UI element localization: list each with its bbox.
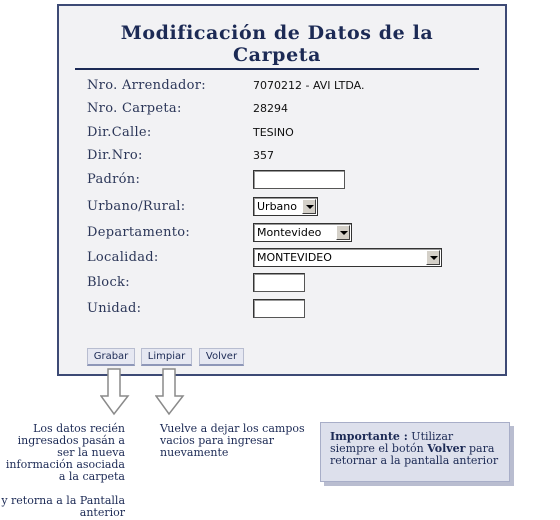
volver-button[interactable]: Volver: [199, 348, 244, 366]
grabar-note-text: Los datos recién ingresados pasán a ser la nueva información asociada a la carpeta: [5, 422, 125, 483]
value-arrendador: 7070212 - AVI LTDA.: [253, 79, 365, 92]
importante-text-pre: Utilizar siempre el botón: [330, 430, 454, 455]
label-nro: Dir.Nro:: [87, 148, 143, 163]
label-arrendador: Nro. Arrendador:: [87, 78, 206, 93]
limpiar-note: Vuelve a dejar los campos vacios para ingresar nuevamente: [160, 422, 305, 459]
label-calle: Dir.Calle:: [87, 125, 152, 140]
block-input[interactable]: [253, 273, 305, 292]
grabar-note-return: y retorna a la Pantalla anterior: [1, 494, 125, 519]
importante-label: Importante :: [330, 430, 408, 443]
importante-note: [320, 422, 510, 482]
departamento-select[interactable]: [253, 223, 352, 242]
form-panel: [57, 4, 507, 376]
label-urbano: Urbano/Rural:: [87, 199, 186, 214]
label-block: Block:: [87, 275, 130, 290]
label-padron: Padrón:: [87, 172, 141, 187]
importante-volver: Volver: [427, 442, 466, 455]
chevron-down-icon[interactable]: [426, 250, 440, 265]
chevron-down-icon[interactable]: [336, 225, 350, 240]
departamento-selected: Montevideo: [257, 226, 322, 239]
label-departamento: Departamento:: [87, 225, 191, 240]
grabar-button[interactable]: Grabar: [87, 348, 135, 366]
arrow-down-icon: [155, 368, 185, 416]
value-carpeta: 28294: [253, 102, 288, 115]
importante-text-post: para retornar a la pantalla anterior: [330, 442, 499, 467]
unidad-input[interactable]: [253, 299, 305, 318]
urbano-rural-select[interactable]: [253, 197, 318, 216]
page-title: Modificación de Datos de la Carpeta: [75, 22, 479, 70]
arrow-down-icon: [100, 368, 130, 416]
localidad-select[interactable]: [253, 248, 442, 267]
value-calle: TESINO: [253, 126, 294, 139]
padron-input[interactable]: [253, 170, 345, 189]
label-localidad: Localidad:: [87, 250, 159, 265]
limpiar-button[interactable]: Limpiar: [141, 348, 192, 366]
value-nro: 357: [253, 149, 274, 162]
label-unidad: Unidad:: [87, 301, 142, 316]
chevron-down-icon[interactable]: [302, 199, 316, 214]
urbano-rural-selected: Urbano: [257, 200, 297, 213]
grabar-note: [0, 423, 125, 519]
localidad-selected: MONTEVIDEO: [257, 251, 332, 264]
label-carpeta: Nro. Carpeta:: [87, 101, 182, 116]
